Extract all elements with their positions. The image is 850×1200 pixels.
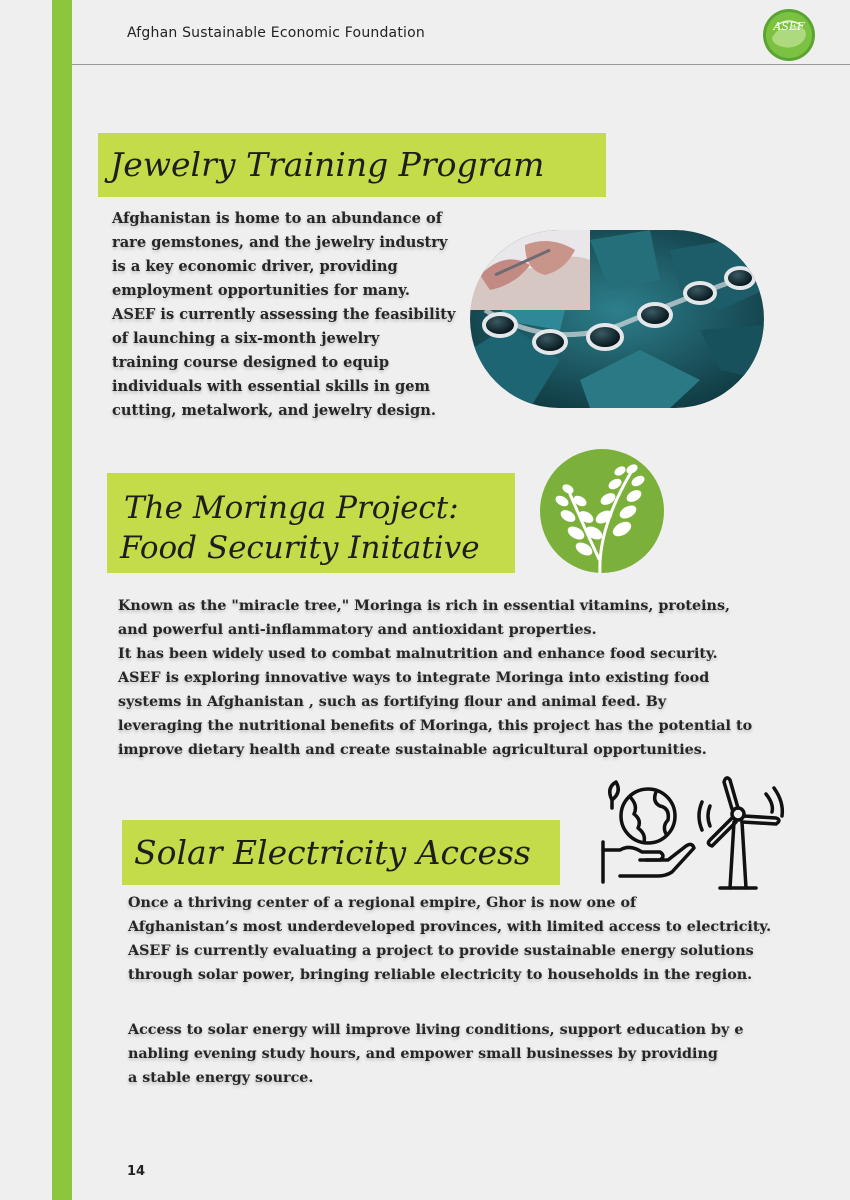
jewelry-photo <box>470 230 764 408</box>
solar-paragraph-1 <box>128 891 793 987</box>
logo-text: ASEF <box>773 20 805 33</box>
solar-line: through solar power, bringing reliable electricity to households in the region. <box>128 967 753 983</box>
wind-turbine-icon <box>699 778 782 888</box>
jewelry-paragraph <box>112 207 457 423</box>
solar-line: a stable energy source. <box>128 1070 314 1086</box>
solar-line: Access to solar energy will improve living conditions, support education by e <box>128 1022 744 1038</box>
moringa-line: systems in Afghanistan , such as fortifying flour and animal feed. By <box>118 694 667 710</box>
solar-paragraph-2 <box>128 1018 793 1090</box>
jewelry-line: ASEF is currently assessing the feasibility <box>112 306 456 323</box>
moringa-heading-line1: The Moringa Project: <box>124 490 459 526</box>
moringa-line: Known as the "miracle tree," Moringa is rich in essential vitamins, proteins, <box>118 598 730 614</box>
header-divider <box>72 64 850 65</box>
moringa-line: It has been widely used to combat malnutrition and enhance food security. <box>118 646 718 662</box>
jewelry-heading: Jewelry Training Program <box>98 133 606 197</box>
jewelry-line: individuals with essential skills in gem <box>112 378 430 395</box>
solar-line: Afghanistan’s most underdeveloped provinces, with limited access to electricity. <box>128 919 772 935</box>
moringa-line: and powerful anti-inflammatory and antioxidant properties. <box>118 622 597 638</box>
moringa-line: leveraging the nutritional benefits of Moringa, this project has the potential to <box>118 718 753 734</box>
side-accent-bar <box>52 0 72 1200</box>
jewelry-line: of launching a six-month jewelry <box>112 330 380 347</box>
jewelry-line: training course designed to equip <box>112 354 390 371</box>
jewelry-line: Afghanistan is home to an abundance of <box>112 210 442 227</box>
solar-line: nabling evening study hours, and empower small businesses by providing <box>128 1046 718 1062</box>
asef-logo-icon <box>762 8 816 62</box>
jewelry-line: is a key economic driver, providing <box>112 258 398 275</box>
moringa-paragraph <box>118 594 753 762</box>
solar-line: Once a thriving center of a regional empire, Ghor is now one of <box>128 895 637 911</box>
hand-earth-icon <box>603 782 694 882</box>
moringa-line: ASEF is exploring innovative ways to integrate Moringa into existing food <box>118 670 710 686</box>
jewelry-line: cutting, metalwork, and jewelry design. <box>112 402 436 419</box>
jewelry-line: rare gemstones, and the jewelry industry <box>112 234 448 251</box>
moringa-leaf-icon <box>540 449 664 573</box>
solar-line: ASEF is currently evaluating a project to provide sustainable energy solutions <box>128 943 754 959</box>
moringa-line: improve dietary health and create sustainable agricultural opportunities. <box>118 742 707 758</box>
page-number: 14 <box>127 1164 146 1179</box>
moringa-heading <box>107 473 515 573</box>
solar-heading: Solar Electricity Access <box>122 820 560 885</box>
energy-icons <box>598 776 790 890</box>
jewelry-line: employment opportunities for many. <box>112 282 410 299</box>
moringa-heading-line2: Food Security Initative <box>120 530 480 566</box>
header-org-name: Afghan Sustainable Economic Foundation <box>127 25 425 41</box>
